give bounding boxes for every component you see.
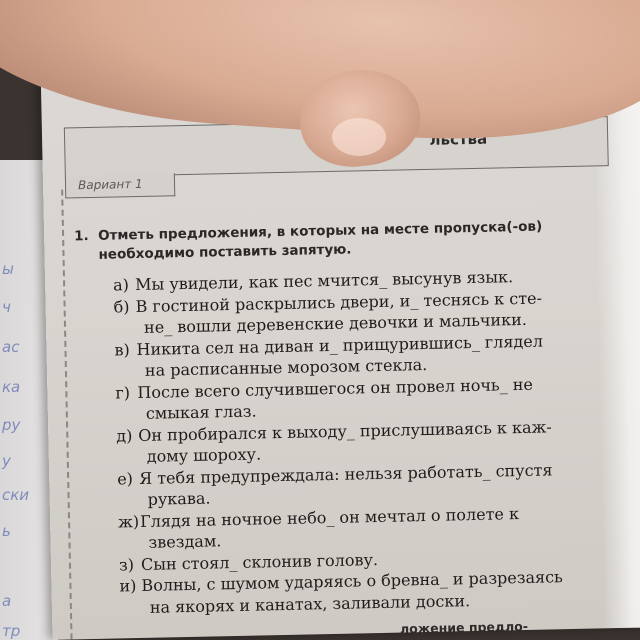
- option-text: Сын стоял_ склонив голову.: [140, 549, 379, 574]
- exercise-content: [74, 216, 602, 619]
- option-text: не_ вошли деревенские девочки и мальчики.: [143, 309, 528, 337]
- option-text: Никита сел на диван и_ прищурившись_ глядел: [136, 331, 544, 359]
- notebook-handwriting: ь: [2, 522, 11, 540]
- option-letter: и): [119, 576, 137, 596]
- option-text: дому шороху.: [146, 444, 262, 466]
- notebook-handwriting: ски: [2, 486, 30, 504]
- option-text: Волны, с шумом ударяясь о бревна_ и разрезаясь: [141, 567, 563, 595]
- thumbnail-highlight: [332, 118, 386, 156]
- next-task-fragment: ложение предло-: [399, 618, 529, 637]
- option-text: В гостиной раскрылись двери, и_ теснясь к сте-: [135, 288, 543, 316]
- option-letter: е): [117, 468, 134, 488]
- options-list: [75, 264, 602, 619]
- option-text: Я тебя предупреждала: нельзя работать_ спустя: [138, 459, 553, 488]
- variant-tab: [65, 173, 175, 198]
- option-letter: ж): [117, 511, 140, 531]
- option-text: звездам.: [148, 531, 222, 552]
- option-text: рукава.: [147, 488, 211, 509]
- notebook-handwriting: ру: [2, 416, 21, 434]
- notebook-handwriting: ка: [2, 378, 21, 396]
- task-number: 1.: [73, 228, 89, 245]
- notebook-handwriting: тр: [2, 622, 21, 640]
- section-title: льства: [429, 129, 488, 149]
- option-text: на якорях и канатах, заливали доски.: [149, 590, 471, 617]
- option-text: Глядя на ночное небо_ он мечтал о полете к: [139, 503, 520, 531]
- option-letter: з): [118, 554, 135, 574]
- option-letter: д): [116, 425, 133, 445]
- task-instruction: [74, 216, 595, 265]
- option-text: После всего случившегося он провел ночь_ не: [137, 374, 534, 402]
- notebook-handwriting: ы: [2, 260, 14, 278]
- notebook-handwriting: ч: [2, 298, 11, 316]
- option-letter: б): [113, 296, 130, 317]
- option-letter: а): [112, 275, 130, 295]
- variant-label: Вариант 1: [77, 176, 143, 193]
- notebook-handwriting: а: [2, 592, 12, 610]
- option-text: Он пробирался к выходу_ прислушиваясь к каж-: [138, 416, 552, 445]
- task-line: необходимо поставить запятую.: [98, 241, 352, 263]
- notebook-handwriting: ас: [2, 338, 20, 356]
- option-letter: г): [115, 382, 131, 402]
- option-text: смыкая глаз.: [145, 401, 257, 423]
- page-margin-dashed-line: [61, 190, 73, 640]
- notebook-handwriting: у: [2, 452, 11, 470]
- option-letter: в): [114, 339, 130, 360]
- option-text: Мы увидели, как пес мчится_ высунув язык.: [134, 267, 514, 295]
- task-line: Отметь предложения, в которых на месте пропуска(-ов): [97, 218, 543, 244]
- option-text: на расписанные морозом стекла.: [144, 354, 428, 380]
